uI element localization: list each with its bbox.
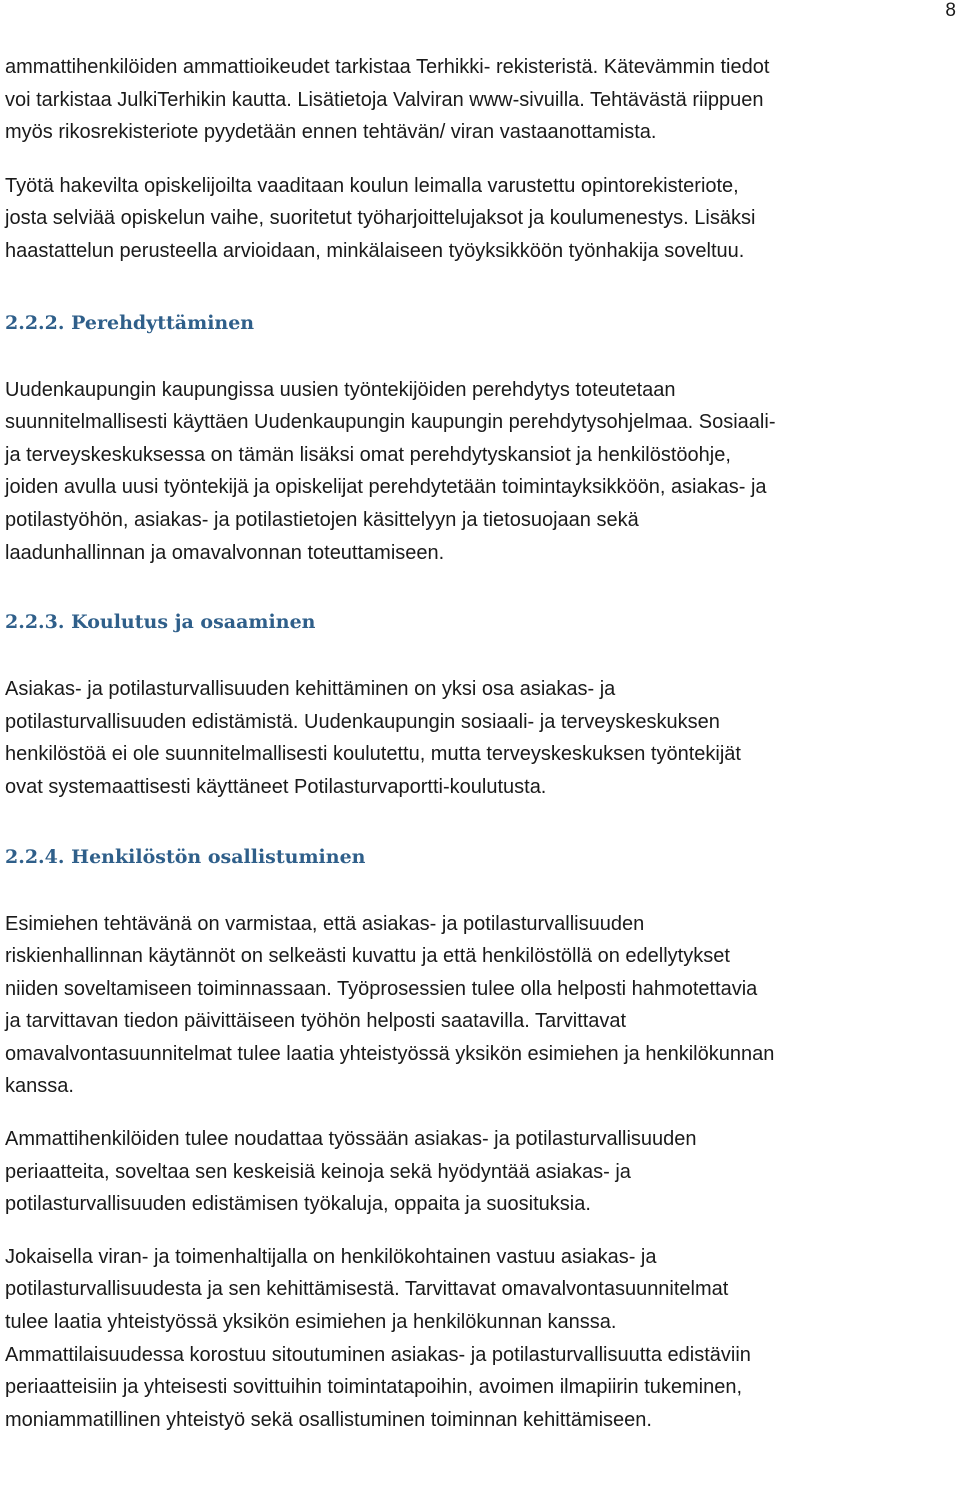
- paragraph-professional-duties: Ammattihenkilöiden tulee noudattaa työssään asiakas- ja potilasturvallisuuden periaatteita, soveltaa sen keskeisiä keinoja sekä hyödyntää asiakas- ja potilasturvallisuuden edistämisen työkaluja, oppaita ja suosituksia.: [5, 1128, 697, 1216]
- section-heading-staff-participation: 2.2.4. Henkilöstön osallistuminen: [5, 845, 366, 868]
- paragraph-orientation: Uudenkaupungin kaupungissa uusien työntekijöiden perehdytys toteutetaan suunnitelmallisesti käyttäen Uudenkaupungin kaupungin perehdytysohjelmaa. Sosiaali- ja terveyskeskuksessa on tämän lisäksi omat perehdytyskansiot ja henkilöstöohje, joiden avulla uusi työntekijä ja opiskelijat perehdytetään toimintayksikköön, asiakas- ja potilastyöhön, asiakas- ja potilastietojen käsittelyyn ja tietosuojaan sekä laadunhallinnan ja omavalvonnan toteuttamiseen.: [5, 378, 776, 564]
- document-body: [5, 51, 955, 1436]
- section-heading-training: 2.2.3. Koulutus ja osaaminen: [5, 611, 316, 634]
- paragraph-supervisor-duties: Esimiehen tehtävänä on varmistaa, että asiakas- ja potilasturvallisuuden riskienhallinnan käytännöt on selkeästi kuvattu ja että henkilöstöllä on edellytykset niiden soveltamiseen toiminnassaan. Työprosessien tulee olla helposti hahmotettavia ja tarvittavan tiedon päivittäiseen työhön helposti saatavilla. Tarvittavat omavalvontasuunnitelmat tulee laatia yhteistyössä yksikön esimiehen ja henkilökunnan kanssa.: [5, 912, 775, 1098]
- paragraph-personal-responsibility: Jokaisella viran- ja toimenhaltijalla on henkilökohtainen vastuu asiakas- ja potilasturvallisuudesta ja sen kehittämisestä. Tarvittavat omavalvontasuunnitelmat tulee laatia yhteistyössä yksikön esimiehen ja henkilökunnan kanssa.: [5, 1245, 729, 1334]
- paragraph-student-requirements: Työtä hakevilta opiskelijoilta vaaditaan koulun leimalla varustettu opintorekisteriote, josta selviää opiskelun vaihe, suoritetut työharjoittelujaksot ja koulumenestys. Lisäksi haastattelun perusteella arvioidaan, minkälaiseen työyksikköön työnhakija soveltuu.: [5, 174, 756, 262]
- paragraph-professionalism: Ammattilaisuudessa korostuu sitoutuminen asiakas- ja potilasturvallisuutta edistäviin periaatteisiin ja yhteisesti sovittuihin toimintatapoihin, avoimen ilmapiirin tukeminen, moniammatillinen yhteistyö sekä osallistuminen toiminnan kehittämiseen.: [5, 1343, 751, 1431]
- section-heading-orientation: 2.2.2. Perehdyttäminen: [5, 311, 255, 334]
- paragraph-training: Asiakas- ja potilasturvallisuuden kehittäminen on yksi osa asiakas- ja potilasturvallisuuden edistämistä. Uudenkaupungin sosiaali- ja terveyskeskuksen henkilöstöä ei ole suunnitelmallisesti koulutettu, mutta terveyskeskuksen työntekijät ovat systemaattisesti käyttäneet Potilasturvaportti-koulutusta.: [5, 678, 741, 798]
- page-number: 8: [945, 0, 956, 21]
- paragraph-criminal-record: ammattihenkilöiden ammattioikeudet tarkistaa Terhikki- rekisteristä. Kätevämmin tiedot voi tarkistaa JulkiTerhikin kautta. Lisätietoja Valviran www-sivuilla. Tehtävästä riippuen myös rikosrekisteriote pyydetään ennen tehtävän/ viran vastaanottamista.: [5, 56, 770, 144]
